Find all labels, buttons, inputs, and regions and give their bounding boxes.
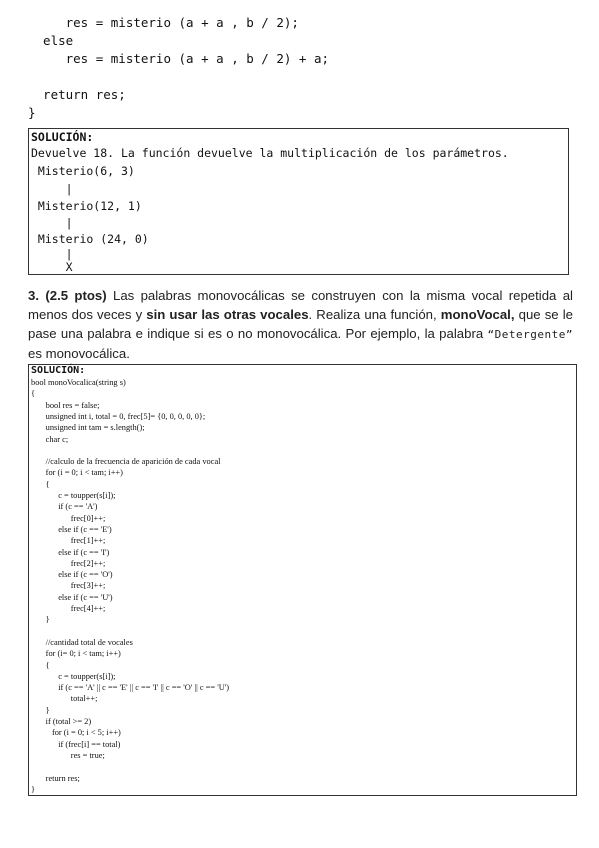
code-line: bool res = false; <box>31 400 100 410</box>
code-line: { <box>31 660 50 670</box>
code-line: } <box>31 705 50 715</box>
solution-box-2 <box>28 364 577 796</box>
code-line: } <box>31 615 50 625</box>
question-points: (2.5 ptos) <box>45 288 107 303</box>
code-line: //cantidad total de vocales <box>31 637 133 647</box>
solution-line: Misterio (24, 0) <box>31 232 149 246</box>
code-line: if (frec[i] == total) <box>31 739 121 749</box>
code-line: if (c == 'A') <box>31 502 98 512</box>
code-line: c = toupper(s[i]); <box>31 671 116 681</box>
code-line: { <box>31 479 50 489</box>
code-line: } <box>28 105 36 120</box>
code-line: return res; <box>31 773 80 783</box>
solution-line: Misterio(12, 1) <box>31 199 142 213</box>
code-line: for (i = 0; i < 5; i++) <box>31 728 121 738</box>
code-line: else if (c == 'E') <box>31 524 112 534</box>
code-line: char c; <box>31 434 69 444</box>
function-name: monoVocal, <box>440 307 515 322</box>
code-line: res = misterio (a + a , b / 2); <box>28 15 299 30</box>
example-word: “Detergente” <box>487 328 573 341</box>
solution-line: | <box>31 182 73 196</box>
solution-line: | <box>31 216 73 230</box>
code-line: frec[4]++; <box>31 604 106 613</box>
code-line: else if (c == 'O') <box>31 570 113 580</box>
solution-line: Misterio(6, 3) <box>31 164 135 178</box>
question-text: Las palabras monovocálicas se construyen con la misma vocal repetida al menos dos veces y <box>28 288 573 322</box>
code-line: else if (c == 'I') <box>31 547 110 557</box>
code-line: for (i= 0; i < tam; i++) <box>31 649 121 659</box>
solution-line: | <box>31 247 73 261</box>
question-text: . Realiza una función, <box>308 307 441 322</box>
code-line: } <box>31 784 36 794</box>
code-line: if (c == 'A' || c == 'E' || c == 'I' || c == 'O' || c == 'U') <box>31 683 230 693</box>
code-line: res = misterio (a + a , b / 2) + a; <box>28 51 330 66</box>
solution-header: SOLUCIÓN: <box>31 130 94 144</box>
solution-line: Devuelve 18. La función devuelve la multiplicación de los parámetros. <box>31 146 509 160</box>
code-line <box>28 68 329 86</box>
code-line: c = toupper(s[i]); <box>31 491 116 500</box>
code-line: total++; <box>31 694 98 704</box>
code-line: frec[2]++; <box>31 558 106 568</box>
code-line: return res; <box>28 87 126 102</box>
code-line: //calculo de la frecuencia de aparición de cada vocal <box>31 457 221 467</box>
code-line: frec[3]++; <box>31 581 106 591</box>
question-emphasis: sin usar las otras vocales <box>146 307 309 322</box>
code-line: if (total >= 2) <box>31 717 92 726</box>
code-line: bool monoVocalica(string s) <box>31 378 126 387</box>
code-line: { <box>31 389 36 399</box>
code-snippet <box>28 14 329 122</box>
question-number: 3. <box>28 288 39 303</box>
question-text: es monovocálica. <box>28 346 130 361</box>
code-line: for (i = 0; i < tam; i++) <box>31 468 123 478</box>
code-line: unsigned int tam = s.length(); <box>31 423 145 433</box>
solution-line: X <box>31 260 73 274</box>
question-text: que se le pase una palabra e indique si es o no monovocálica. Por ejemplo, la palabra <box>28 307 573 341</box>
code-line: res = true; <box>31 750 105 760</box>
code-line: unsigned int i, total = 0, frec[5]= {0, 0, 0, 0, 0}; <box>31 411 206 421</box>
solution-header: SOLUCIÓN: <box>31 365 86 376</box>
solution-box-1 <box>28 128 569 275</box>
code-line: frec[1]++; <box>31 536 106 546</box>
code-line: else <box>28 33 74 48</box>
code-line: frec[0]++; <box>31 513 106 523</box>
question-3 <box>28 286 573 363</box>
code-line: else if (c == 'U') <box>31 592 113 602</box>
